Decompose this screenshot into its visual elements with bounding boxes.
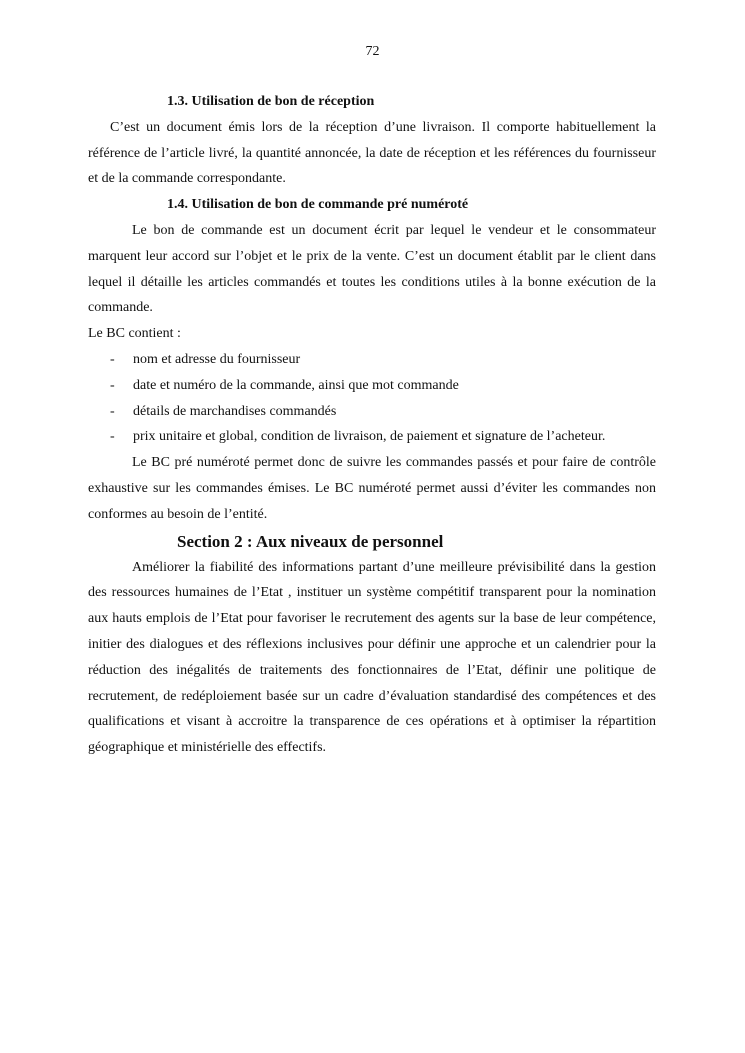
document-body (88, 89, 656, 761)
list-item (110, 347, 656, 373)
list-item-text: nom et adresse du fournisseur (133, 351, 301, 367)
list-dash-marker: - (110, 377, 115, 393)
list-item-text: détails de marchandises commandés (133, 403, 337, 419)
heading-bon-de-commande: 1.4. Utilisation de bon de commande pré numéroté (167, 197, 469, 213)
list-item (110, 373, 656, 399)
list-dash-marker: - (110, 351, 115, 367)
paragraph-bon-de-reception: C’est un document émis lors de la réception d’une livraison. Il comporte habituellement la référence de l’article livré, la quantité annoncée, la date de réception et les références du fournisseur et de la commande correspondante. (88, 119, 656, 187)
heading-bon-de-reception: 1.3. Utilisation de bon de réception (167, 94, 375, 109)
paragraph-bc-pre-numerote: Le BC pré numéroté permet donc de suivre les commandes passés et pour faire de contrôle exhaustive sur les commandes émises. Le BC numéroté permet aussi d’éviter les commandes non conformes au besoin de l’entité. (88, 455, 656, 522)
bc-contents-list (88, 347, 656, 450)
paragraph-bon-de-commande: Le bon de commande est un document écrit par lequel le vendeur et le consommateur marquent leur accord sur l’objet et le prix de la vente. C’est un document établit par le client dans lequel il détaille les articles commandés et toutes les conditions utiles à la bonne exécution de la commande. (88, 222, 656, 316)
list-dash-marker: - (110, 403, 115, 419)
list-item-text: date et numéro de la commande, ainsi que mot commande (133, 377, 459, 393)
list-label: Le BC contient : (88, 326, 181, 342)
list-item (110, 424, 656, 450)
paragraph-personnel: Améliorer la fiabilité des informations partant d’une meilleure prévisibilité dans la gestion des ressources humaines de l’Etat , instituer un système compétitif transparent pour la nomination aux hauts emplois de l’Etat pour favoriser le recrutement des agents sur la base de leur compétence, initier des dialogues et des réflexions inclusives pour définir une approche et un calendrier pour la réduction des inégalités de traitements des fonctionnaires de l’Etat, définir une politique de recrutement, de redéploiement basée sur un cadre d’évaluation standardisé des compétences et des qualifications et visant à accroitre la transparence de ces opérations et à optimiser la répartition géographique et ministérielle des effectifs. (88, 559, 656, 756)
list-dash-marker: - (110, 429, 115, 445)
list-item (110, 399, 656, 425)
page-number: 72 (365, 44, 380, 59)
list-item-text: prix unitaire et global, condition de livraison, de paiement et signature de l’acheteur. (133, 429, 606, 445)
section-title-personnel: Section 2 : Aux niveaux de personnel (177, 531, 444, 551)
